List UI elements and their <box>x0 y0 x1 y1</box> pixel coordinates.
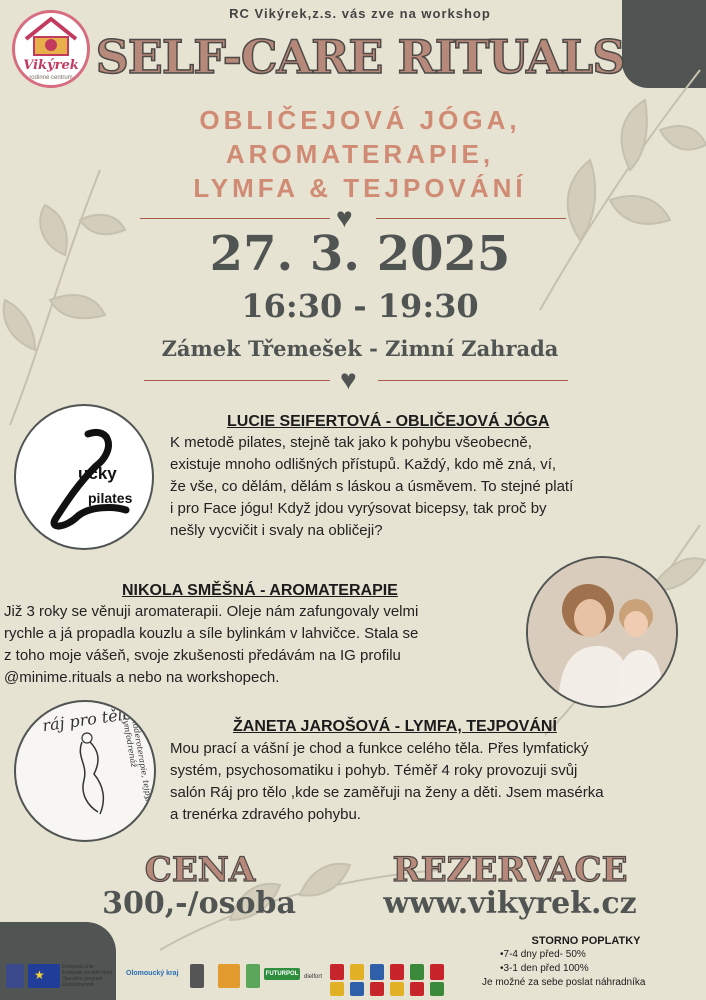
coat-of-arms-icon <box>350 964 364 980</box>
coat-of-arms-icon <box>430 982 444 996</box>
bio-line: K metodě pilates, stejně tak jako k pohybu všeobecně, <box>170 434 532 451</box>
bio-line: Již 3 roky se věnuji aromaterapii. Oleje nám zafungovaly velmi <box>4 603 419 620</box>
coat-of-arms-icon <box>330 982 344 996</box>
coat-of-arms-icon <box>390 982 404 996</box>
eu-text <box>62 964 124 988</box>
bio-line: @minime.rituals a nebo na workshopech. <box>4 669 280 686</box>
logo-name: Vikýrek <box>23 58 79 73</box>
invite-line: RC Vikýrek,z.s. vás zve na workshop <box>229 6 491 21</box>
event-place: Zámek Třemešek - Zimní Zahrada <box>161 336 559 361</box>
price-value: 300,-/osoba <box>102 886 296 921</box>
subtitle-line: LYMFA & TEJPOVÁNÍ <box>193 173 527 203</box>
sponsor-logo <box>246 964 260 988</box>
price-label: CENA <box>144 850 256 890</box>
event-subtitle <box>100 103 620 205</box>
mother-child-photo-icon <box>528 558 678 708</box>
bio-line: salón Ráj pro tělo ,kde se zaměřuji na ženy a děti. Jsem masérka <box>170 784 604 801</box>
storno-box <box>470 934 702 990</box>
logo-text: ráj pro tělo <box>41 703 134 736</box>
speaker-title: ŽANETA JAROŠOVÁ - LYMFA, TEJPOVÁNÍ <box>233 718 557 735</box>
lucky-pilates-logo <box>14 404 154 550</box>
bio-line: z toho moje vášeň, svoje zkušenosti předávám na IG profilu <box>4 647 401 664</box>
bio-line: Mou prací a vášní je chod a funkce celého těla. Přes lymfatický <box>170 740 589 757</box>
heart-icon: ♥ <box>336 202 353 233</box>
coat-of-arms-icon <box>410 982 424 996</box>
bio-line: i pro Face jógu! Když jdou vyrýsovat bicepsy, tak proč by <box>170 500 547 517</box>
sponsors-strip <box>6 958 466 998</box>
storno-note: Je možné za sebe poslat náhradníka <box>482 977 646 988</box>
speaker-bio <box>170 432 624 542</box>
eu-text-line: Operační program Zaměstnanost <box>62 976 103 988</box>
olomoucky-kraj-logo: Olomoucký kraj <box>126 970 179 977</box>
bio-line: rychle a já propadla kouzlu a síle bylinkám v lahvičce. Stala se <box>4 625 419 642</box>
eu-text-line: Evropská unie <box>62 964 94 970</box>
coat-of-arms-icon <box>390 964 404 980</box>
event-date: 27. 3. 2025 <box>209 226 511 282</box>
storno-list <box>470 948 702 976</box>
coat-of-arms-icon <box>370 964 384 980</box>
house-icon <box>12 13 90 59</box>
storno-title: STORNO POPLATKY <box>531 935 641 947</box>
storno-item: • 7-4 dny před- 50% <box>500 948 702 962</box>
subtitle-line: AROMATERAPIE, <box>225 139 495 169</box>
logo-text: pilates <box>88 490 133 506</box>
storno-item: • 3-1 den před 100% <box>500 962 702 976</box>
event-title: SELF-CARE RITUALS <box>95 30 625 84</box>
divider-line <box>144 380 330 381</box>
sponsor-logo <box>190 964 204 988</box>
dielfort-logo: dielfort <box>304 974 323 980</box>
speaker-photo <box>526 556 678 708</box>
booking-label: REZERVACE <box>392 850 628 890</box>
stars-icon: ★ <box>34 968 45 982</box>
speaker-title: NIKOLA SMĚŠNÁ - AROMATERAPIE <box>122 582 398 599</box>
mpsv-logo <box>6 964 24 988</box>
speaker-title: LUCIE SEIFERTOVÁ - OBLIČEJOVÁ JÓGA <box>227 413 550 430</box>
subtitle-line: OBLIČEJOVÁ JÓGA, <box>199 105 521 135</box>
speaker-bio <box>170 738 624 826</box>
eu-text-line: Evropský sociální fond <box>62 970 113 976</box>
logo-subtitle: rodinné centrum <box>29 75 73 81</box>
booking-website-link[interactable]: www.vikyrek.cz <box>383 886 637 921</box>
logo-text: ucky <box>78 464 117 483</box>
heart-icon: ♥ <box>340 364 357 395</box>
divider-line <box>140 218 330 219</box>
coat-of-arms-icon <box>410 964 424 980</box>
futurpol-logo: FUTURPOL <box>264 968 300 980</box>
divider-line <box>376 218 566 219</box>
bio-line: a trenérka zdravého pohybu. <box>170 806 361 823</box>
coat-of-arms-icon <box>330 964 344 980</box>
speaker-bio <box>4 601 520 689</box>
bio-line: nešly vycvičit i svaly na obličeji? <box>170 522 383 539</box>
eu-flag-icon <box>28 964 60 988</box>
vikyrek-logo[interactable] <box>12 10 90 88</box>
divider-line <box>378 380 568 381</box>
coat-of-arms-icon <box>370 982 384 996</box>
bio-line: že vše, co dělám, dělám s láskou a úsměvem. To stejné platí <box>170 478 574 495</box>
logo-ring-text: maderoterapie, tejpy, lymfodrenáž <box>120 715 154 803</box>
event-time: 16:30 - 19:30 <box>241 287 479 325</box>
raj-pro-telo-logo <box>14 700 156 842</box>
bio-line: systém, psychosomatiku i pohyb. Téměř 4 roky provozuji svůj <box>170 762 578 779</box>
sponsor-logo <box>218 964 240 988</box>
coat-of-arms-icon <box>430 964 444 980</box>
bio-line: existuje mnoho odlišných přístupů. Každý, kdo mě zná, ví, <box>170 456 557 473</box>
coat-of-arms-icon <box>350 982 364 996</box>
